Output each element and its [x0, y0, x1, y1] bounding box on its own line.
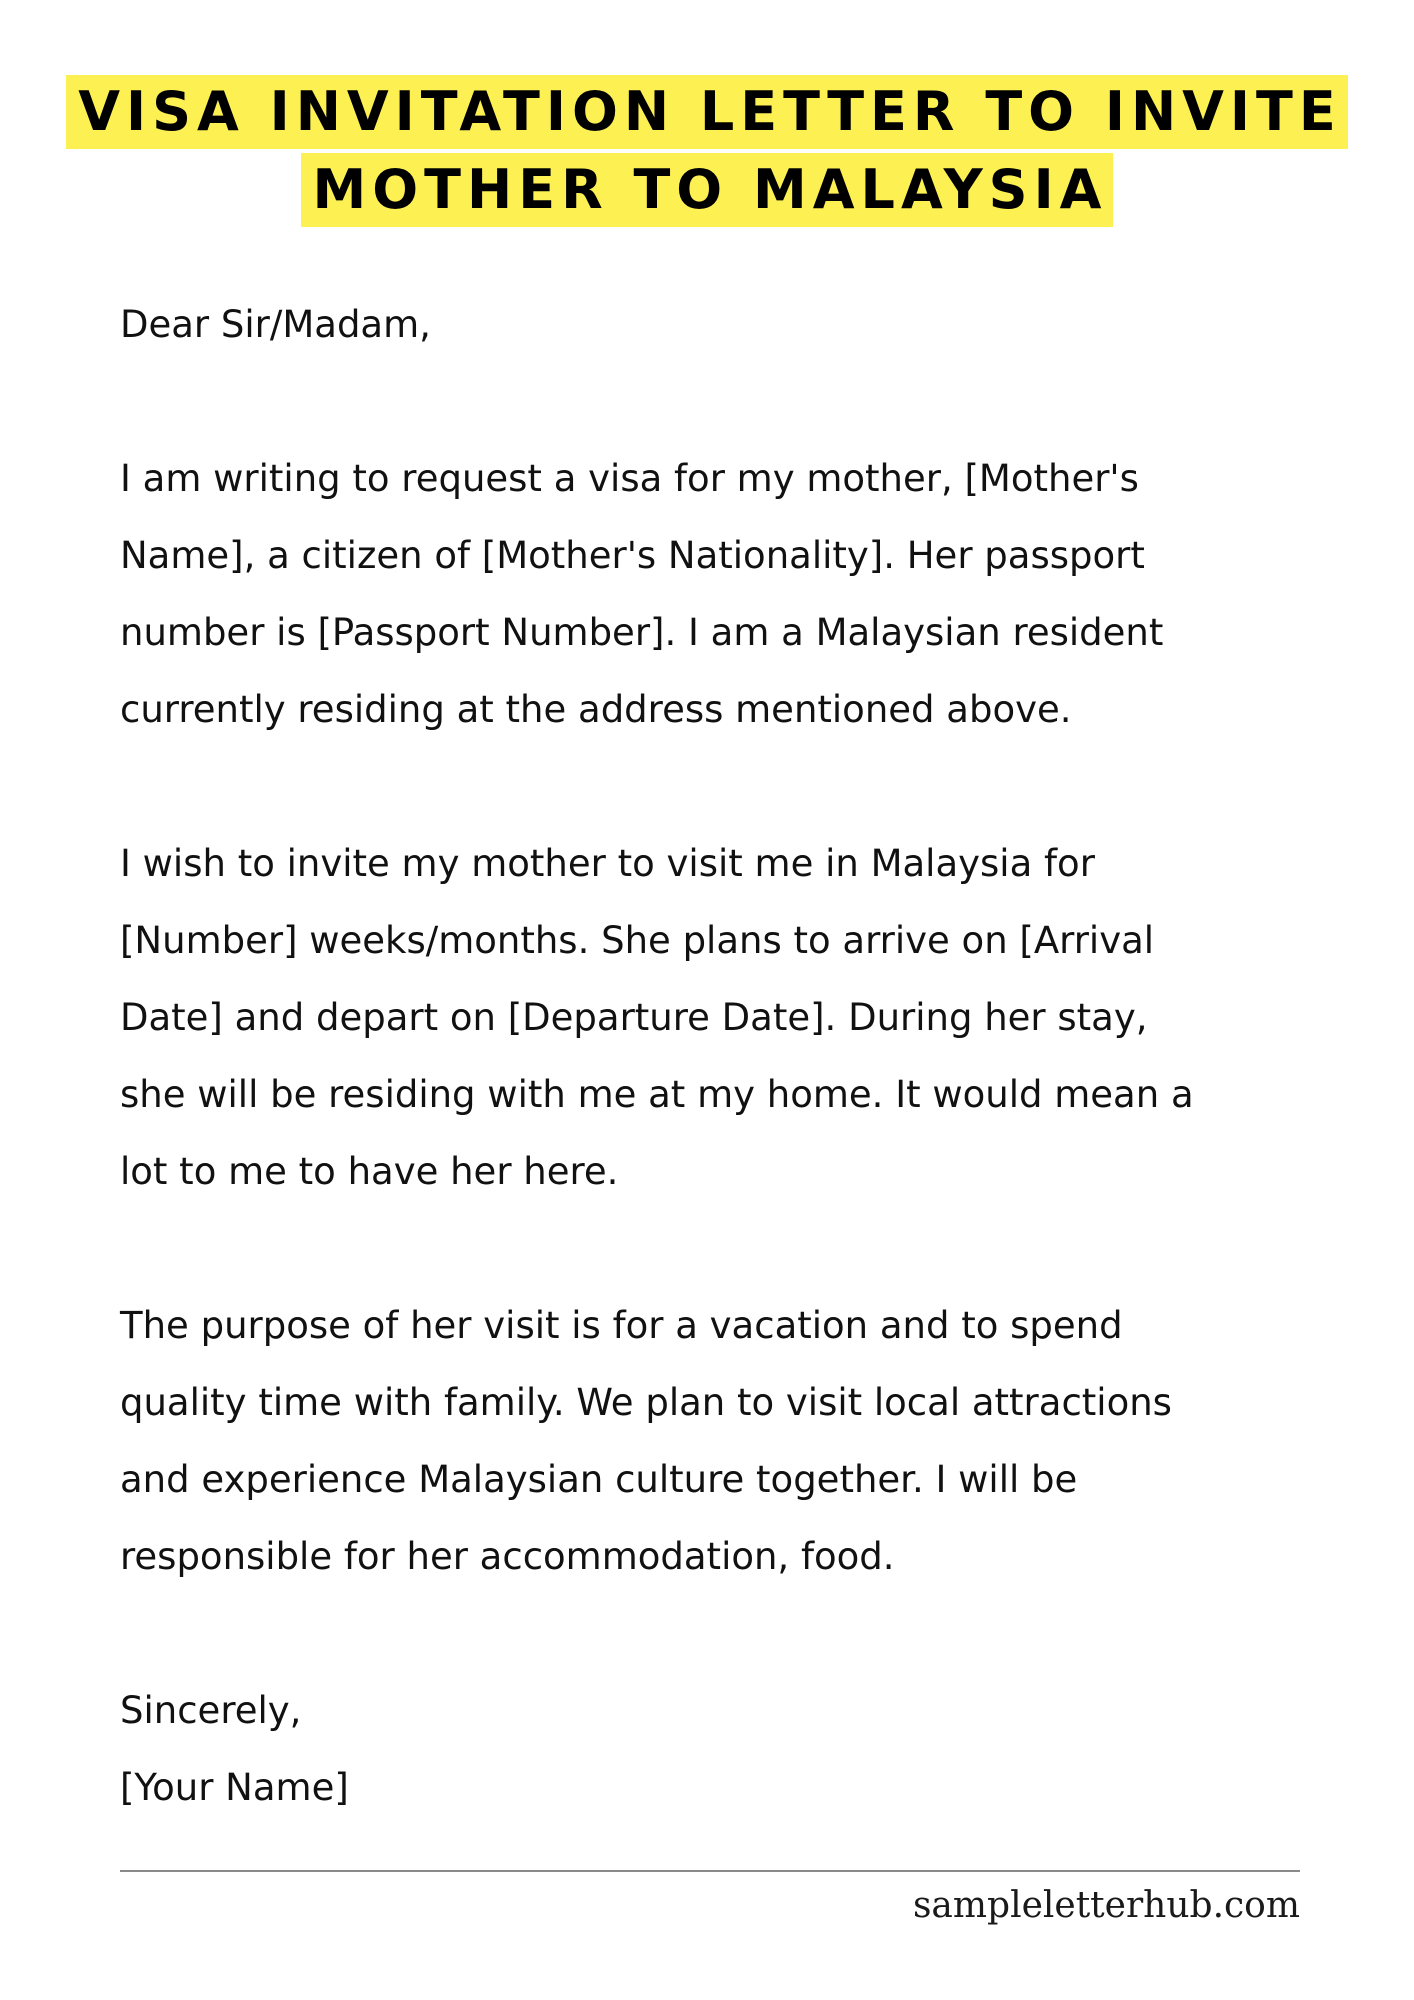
- paragraph-line: and experience Malaysian culture together. I will be: [120, 1458, 1078, 1501]
- paragraph-line: The purpose of her visit is for a vacation and to spend: [120, 1304, 1123, 1347]
- letter-title: [0, 75, 1414, 227]
- paragraph-line: I am writing to request a visa for my mother, [Mother's: [120, 457, 1139, 500]
- paragraph-line: currently residing at the address mentioned above.: [120, 688, 1072, 731]
- paragraph-line: responsible for her accommodation, food.: [120, 1535, 895, 1578]
- paragraph-purpose: [120, 1287, 1350, 1595]
- closing: Sincerely,: [120, 1689, 302, 1732]
- title-line-1: VISA INVITATION LETTER TO INVITE: [66, 75, 1348, 149]
- title-line-2: MOTHER TO MALAYSIA: [301, 153, 1114, 227]
- footer-site: sampleletterhub.com: [912, 1885, 1300, 1926]
- paragraph-line: [Number] weeks/months. She plans to arrive on [Arrival: [120, 919, 1155, 962]
- paragraph-line: she will be residing with me at my home. It would mean a: [120, 1073, 1194, 1116]
- paragraph-line: Date] and depart on [Departure Date]. During her stay,: [120, 996, 1148, 1039]
- salutation: Dear Sir/Madam,: [120, 303, 431, 346]
- paragraph-line: I wish to invite my mother to visit me in Malaysia for: [120, 842, 1095, 885]
- paragraph-line: Name], a citizen of [Mother's Nationality]. Her passport: [120, 534, 1145, 577]
- paragraph-invitation: [120, 825, 1350, 1210]
- paragraph-line: lot to me to have her here.: [120, 1150, 619, 1193]
- letter-body: [120, 286, 1350, 1826]
- paragraph-line: quality time with family. We plan to visit local attractions: [120, 1381, 1172, 1424]
- paragraph-request: [120, 440, 1350, 748]
- signature-placeholder: [Your Name]: [120, 1766, 349, 1809]
- footer-divider: [120, 1870, 1300, 1872]
- paragraph-line: number is [Passport Number]. I am a Malaysian resident: [120, 611, 1164, 654]
